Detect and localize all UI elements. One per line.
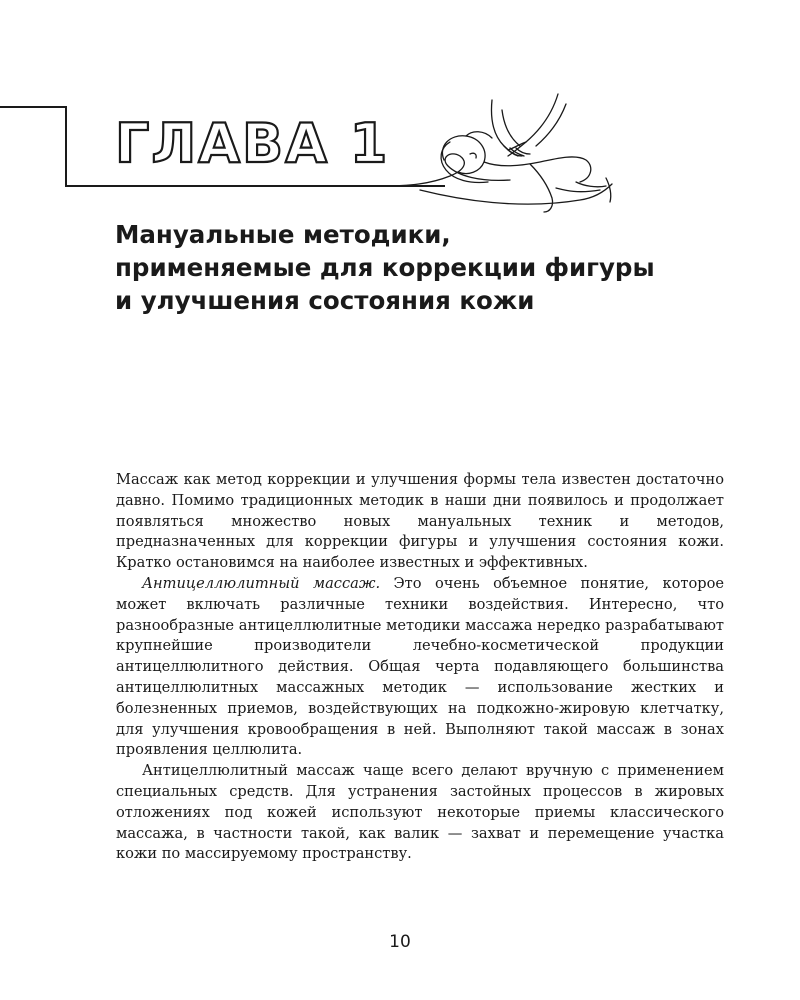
chapter-subtitle: [115, 218, 755, 317]
massage-line-art-icon: [380, 90, 620, 220]
header-frame-vertical-line: [65, 106, 67, 186]
paragraph-2: [116, 574, 724, 761]
page-number: 10: [389, 932, 411, 952]
chapter-subtitle-line-2: применяемые для коррекции фигуры: [115, 253, 655, 282]
paragraph-1: Массаж как метод коррекции и улучшения формы тела известен достаточно давно. Помимо традиционных методик в наши дни появилось и продолжает появляться множество новых мануальных техник и методов, предназначенных для коррекции фигуры и улучшения состояния кожи. Кратко остановимся на наиболее известных и эффективных.: [116, 471, 724, 572]
chapter-title: ГЛАВА 1: [115, 112, 390, 175]
chapter-subtitle-line-3: и улучшения состояния кожи: [115, 286, 535, 315]
paragraph-3: Антицеллюлитный массаж чаще всего делают вручную с применением специальных средств. Для устранения застойных процессов в жировых отложениях под кожей используют некоторые приемы классического массажа, в частности такой, как валик — захват и перемещение участка кожи по массируемому пространству.: [116, 762, 724, 863]
body-text: [116, 470, 724, 865]
paragraph-2-text: Это очень объемное понятие, которое может включать различные техники воздействия. Интересно, что разнообразные антицеллюлитные методики массажа нередко разрабатывают крупнейшие производители лечебно-косметической продукции антицеллюлитного действия. Общая черта подавляющего большинства антицеллюлитных массажных методик — использование жестких и болезненных приемов, воздействующих на подкожно-жировую клетчатку, для улучшения кровообращения в ней. Выполняют такой массаж в зонах проявления целлюлита.: [116, 574, 724, 759]
header-frame-top-line: [0, 106, 66, 108]
chapter-subtitle-line-1: Мануальные методики,: [115, 220, 451, 249]
paragraph-2-italic-lead: Антицеллюлитный массаж.: [142, 574, 381, 592]
